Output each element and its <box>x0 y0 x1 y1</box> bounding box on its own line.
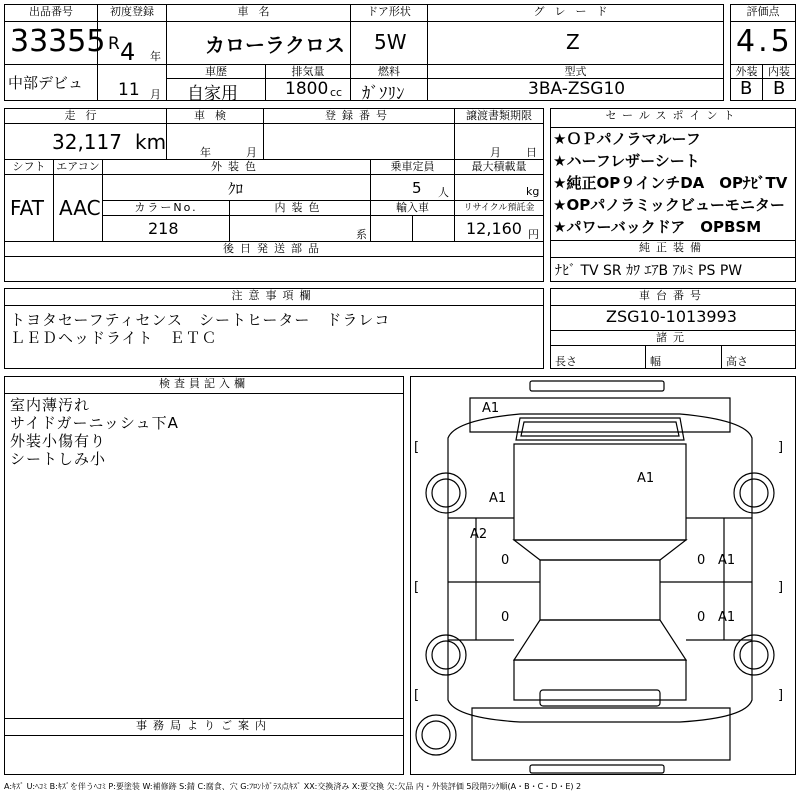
sales-point: ★ＯＰパノラマルーフ <box>553 130 701 148</box>
lot-label: 出品番号 <box>4 4 98 22</box>
equipment: ﾅﾋﾞ TV SR ｶﾜ ｴｱB ｱﾙﾐ PS PW <box>555 263 743 279</box>
later-label: 後日発送部品 <box>4 241 544 257</box>
chassis-label: 車台番号 <box>550 288 796 306</box>
reg-month-unit: 月 <box>150 88 161 101</box>
shift: FAT <box>10 196 45 220</box>
load-label: 最大積載量 <box>454 159 544 175</box>
caution-line: ＬＥＤヘッドライト ＥＴＣ <box>10 329 218 347</box>
model-label: 型式 <box>427 64 724 79</box>
car-name: カローラクロス <box>205 33 345 57</box>
dims-length: 長さ <box>555 355 577 368</box>
zero-mark: 0 <box>501 553 510 568</box>
ext-grade: B <box>740 78 753 99</box>
history-label: 車歴 <box>166 64 266 79</box>
inspect-month: 月 <box>246 146 257 159</box>
damage-mark: A1 <box>482 401 500 416</box>
inspector-note: サイドガーニッシュ下A <box>10 414 179 432</box>
load-unit: kg <box>526 185 540 198</box>
model: 3BA-ZSG10 <box>528 79 626 99</box>
seats: 5 <box>412 179 422 197</box>
inspect-label: 車検 <box>166 108 264 124</box>
dims-label: 諸元 <box>550 330 796 346</box>
reg-month: 11 <box>118 80 140 100</box>
int-grade: B <box>773 78 786 99</box>
recycle-unit: 円 <box>528 228 539 241</box>
inspect-year: 年 <box>200 146 211 159</box>
seats-label: 乗車定員 <box>370 159 455 175</box>
transfer-day: 日 <box>526 146 537 159</box>
color-no-label: カラーNo. <box>102 200 230 216</box>
reg-year-unit: 年 <box>150 50 161 63</box>
damage-mark: A1 <box>637 471 655 486</box>
int-label: 内装 <box>762 64 796 79</box>
ac: AAC <box>59 196 101 220</box>
int-color-label: 内装色 <box>229 200 371 216</box>
ac-label: エアコン <box>53 159 103 175</box>
zero-mark: 0 <box>697 553 706 568</box>
bracket-mark: ] <box>778 580 784 595</box>
damage-mark: A2 <box>470 527 488 542</box>
inspector-note: シートしみ小 <box>10 450 107 468</box>
reg-label: 初度登録 <box>97 4 167 22</box>
history: 自家用 <box>187 84 238 104</box>
color-label: 外装色 <box>102 159 371 175</box>
bracket-mark: [ <box>414 440 420 455</box>
fuel-label: 燃料 <box>350 64 428 79</box>
recycle: 12,160 <box>466 219 522 238</box>
color-no: 218 <box>148 219 179 238</box>
inspector-note: 室内薄汚れ <box>10 396 91 414</box>
damage-mark: A1 <box>718 553 736 568</box>
bracket-mark: ] <box>778 440 784 455</box>
int-color-unit: 系 <box>356 228 367 241</box>
grade-label: グレード <box>427 4 724 22</box>
fuel: ｶﾞｿﾘﾝ <box>362 84 405 104</box>
sales-point: ★ハーフレザーシート <box>553 152 700 170</box>
ext-label: 外装 <box>730 64 763 79</box>
damage-mark: A1 <box>489 491 507 506</box>
door-label: ドア形状 <box>350 4 428 22</box>
score-label: 評価点 <box>730 4 796 22</box>
car-name-label: 車名 <box>166 4 351 22</box>
color: ｸﾛ <box>228 180 244 198</box>
chassis-number: ZSG10-1013993 <box>606 307 737 326</box>
import-label: 輸入車 <box>370 200 455 216</box>
office-label: 事務局よりご案内 <box>4 718 404 736</box>
reg-year: 4 <box>120 38 136 66</box>
transfer-label: 譲渡書類期限 <box>454 108 544 124</box>
score: 4.5 <box>736 24 793 59</box>
transfer-month: 月 <box>490 146 501 159</box>
dims-width: 幅 <box>650 355 661 368</box>
dims-height: 高さ <box>726 355 748 368</box>
grade: Z <box>566 30 580 54</box>
legend: A:ｷｽﾞ U:ﾍｺﾐ B:ｷｽﾞを伴うﾍｺﾐ P:要塗装 W:補修跡 S:錆 C:腐食、穴 G:ﾌﾛﾝﾄｶﾞﾗｽ点ｷｽﾞ XX:交換済み X:要交換 欠:欠品 内・外装評価 5段階ﾗﾝｸ順(A・B・C・D・E) 2 <box>4 782 582 791</box>
mileage-unit: km <box>135 130 167 154</box>
door-type: 5W <box>374 30 407 54</box>
bracket-mark: ] <box>778 688 784 703</box>
shift-label: シフト <box>4 159 54 175</box>
regno-label: 登録番号 <box>263 108 455 124</box>
disp-label: 排気量 <box>265 64 351 79</box>
mileage-label: 走行 <box>4 108 167 124</box>
bracket-mark: [ <box>414 580 420 595</box>
inspector-note: 外装小傷有り <box>10 432 107 450</box>
zero-mark: 0 <box>501 610 510 625</box>
damage-mark: A1 <box>718 610 736 625</box>
sales-point: ★純正OP９インチDA OPﾅﾋﾞTV <box>553 174 788 192</box>
sales-label: セールスポイント <box>550 108 796 128</box>
displacement: 1800 <box>285 79 329 99</box>
bracket-mark: [ <box>414 688 420 703</box>
seats-unit: 人 <box>438 186 449 199</box>
caution-line: トヨタセーフティセンス シートヒーター ドラレコ <box>10 311 391 329</box>
sales-point: ★パワーバックドア OPBSM <box>553 218 762 236</box>
lot-number: 33355 <box>10 24 106 59</box>
reg-era: R <box>108 34 120 54</box>
equip-label: 純正装備 <box>550 240 796 258</box>
inspector-label: 検査員記入欄 <box>4 376 404 394</box>
caution-label: 注意事項欄 <box>4 288 544 306</box>
mileage: 32,117 <box>52 130 122 154</box>
zero-mark: 0 <box>697 610 706 625</box>
recycle-label: リサイクル預託金 <box>454 200 544 216</box>
lot-sub: 中部デビュ <box>8 74 84 92</box>
disp-unit: cc <box>330 86 343 99</box>
sales-point: ★OPパノラミックビューモニター <box>553 196 785 214</box>
